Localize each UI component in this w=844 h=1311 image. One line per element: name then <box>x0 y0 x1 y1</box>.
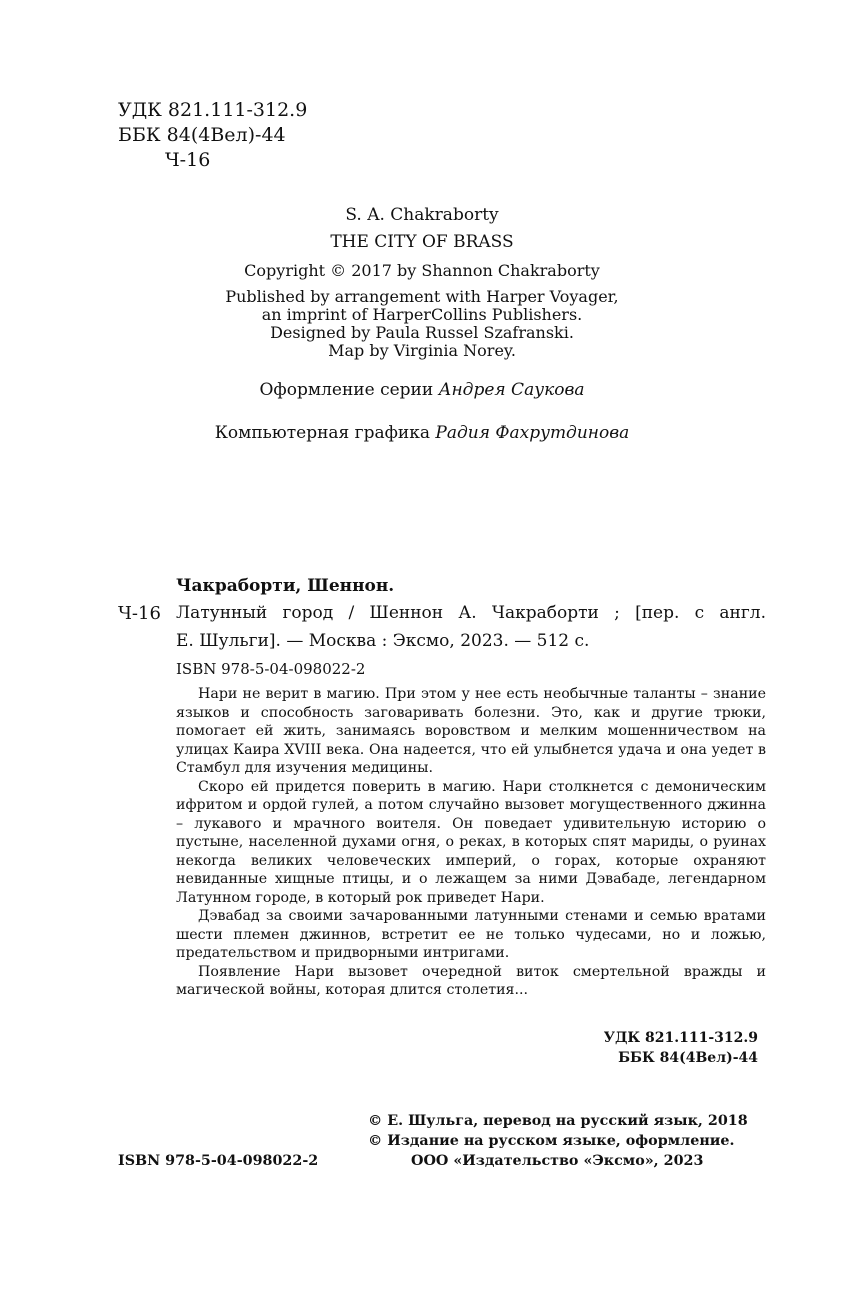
catalog-title-line-1: Латунный город / Шеннон А. Чакраборти ; [пер. с англ. <box>176 603 766 623</box>
graphics-credit <box>0 423 844 443</box>
map-by: Map by Virginia Norey. <box>328 341 516 360</box>
series-design-credit <box>0 380 844 400</box>
catalog-author: Чакраборти, Шеннон. <box>176 576 395 596</box>
annotation <box>176 685 766 1000</box>
graphics-label: Компьютерная графика <box>214 423 430 443</box>
graphics-designer: Радия Фахрутдинова <box>435 423 630 443</box>
translation-copyright: © Е. Шульга, перевод на русский язык, 2018 <box>368 1113 748 1129</box>
designed-by: Designed by Paula Russel Szafranski. <box>270 323 574 342</box>
edition-copyright: © Издание на русском языке, оформление. <box>368 1133 735 1149</box>
catalog-title-line-2: Е. Шульги]. — Москва : Эксмо, 2023. — 512 с. <box>176 631 590 651</box>
published-line-2: an imprint of HarperCollins Publishers. <box>261 305 583 324</box>
original-title: THE CITY OF BRASS <box>330 232 514 252</box>
publisher-copyright: ООО «Издательство «Эксмо», 2023 <box>411 1153 704 1169</box>
footer-isbn: ISBN 978-5-04-098022-2 <box>118 1153 319 1169</box>
annotation-bbk: ББК 84(4Вел)-44 <box>618 1050 758 1066</box>
annotation-paragraph-3: Дэвабад за своими зачарованными латунными стенами и семью вратами шести племен джиннов, встретит ее не только чудесами, но и ложью, предательством и придворными интригами. <box>176 908 766 961</box>
catalog-isbn: ISBN 978-5-04-098022-2 <box>176 660 366 678</box>
original-copyright: Copyright © 2017 by Shannon Chakraborty <box>244 261 600 280</box>
annotation-paragraph-4: Появление Нари вызовет очередной виток смертельной вражды и магической войны, которая длится столетия... <box>176 963 766 998</box>
annotation-udk: УДК 821.111-312.9 <box>603 1030 758 1046</box>
cutter-code: Ч-16 <box>165 149 211 171</box>
published-line-1: Published by arrangement with Harper Voyager, <box>225 287 619 306</box>
annotation-paragraph-2: Скоро ей придется поверить в магию. Нари столкнется с демоническим ифритом и ордой гулей, а потом случайно вызовет могущественного джинна – лукавого и мрачного воителя. Он поведает удивительную историю о пустыне, населенной духами огня, о реках, в которых спят мариды, о руинах некогда великих человеческих империй, о горах, которые охраняют невиданные хищные птицы, и о лежащем за ними Дэвабаде, легендарном Латунном городе, в который рок приведет Нари. <box>176 778 766 906</box>
original-author: S. A. Chakraborty <box>345 205 499 225</box>
annotation-paragraph-1: Нари не верит в магию. При этом у нее есть необычные таланты – знание языков и способность заговаривать болезни. Это, как и другие трюки, помогает ей жить, занимаясь воровством и мелким мошенничеством на улицах Каира XVIII века. Она надеется, что ей улыбнется удача и она уедет в Стамбул для изучения медицины. <box>176 686 766 776</box>
series-designer: Андрея Саукова <box>438 380 585 400</box>
catalog-cutter: Ч-16 <box>118 603 161 624</box>
udk-code: УДК 821.111-312.9 <box>118 99 308 121</box>
series-label: Оформление серии <box>259 380 434 400</box>
bbk-code: ББК 84(4Вел)-44 <box>118 124 286 146</box>
